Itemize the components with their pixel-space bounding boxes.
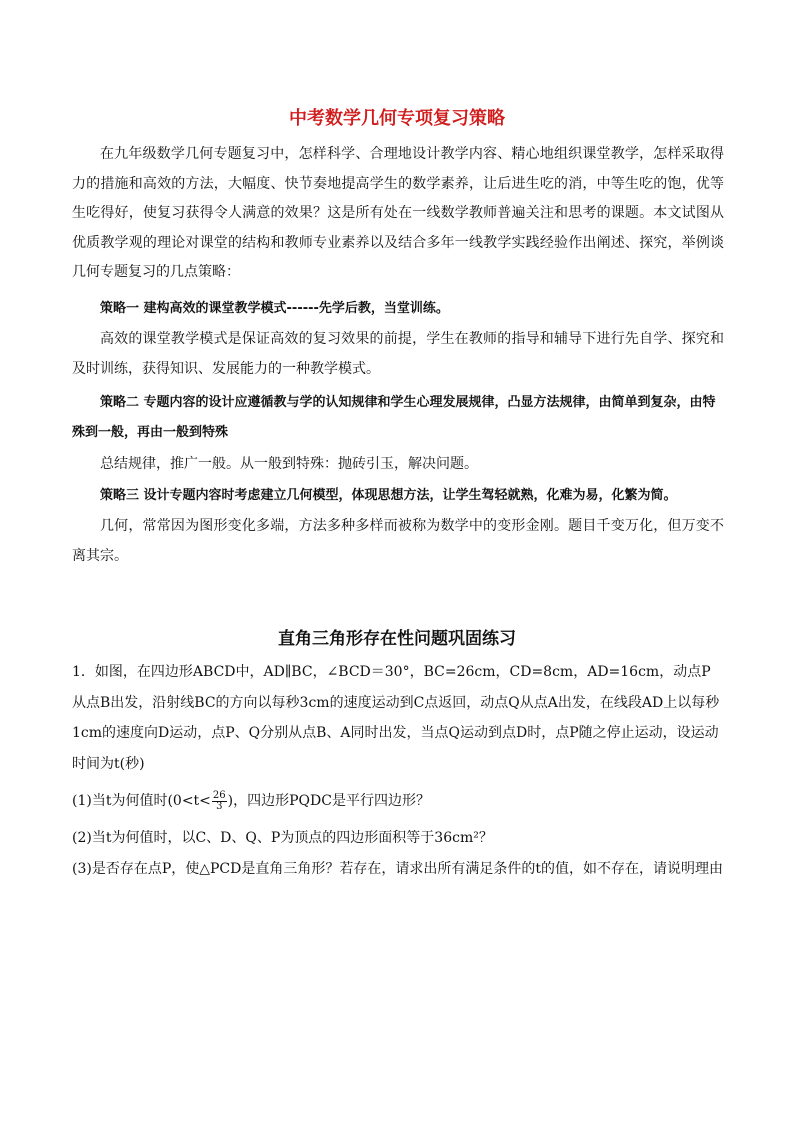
part-1-prefix: (1)当t为何值时(0<t<: [72, 793, 211, 809]
question-1-part-1: [72, 786, 724, 817]
document-title: 中考数学几何专项复习策略: [289, 108, 505, 129]
practice-title: 直角三角形存在性问题巩固练习: [278, 629, 516, 649]
question-1-part-2: (2)当t为何值时，以C、D、Q、P为顶点的四边形面积等于36cm²？: [72, 830, 493, 846]
strategy-1-heading: 策略一 建构高效的课堂教学模式------先学后教，当堂训练。: [100, 301, 449, 316]
question-1-part-3: (3)是否存在点P，使△PCD是直角三角形？若存在，请求出所有满足条件的t的值，如不存在，请说明理由: [72, 861, 723, 877]
strategy-3-heading: 策略三 设计专题内容时考虑建立几何模型，体现思想方法，让学生驾轻就熟，化难为易，化繁为简。: [100, 488, 677, 503]
strategy-2-body: 总结规律，推广一般。从一般到特殊：抛砖引玉，解决问题。: [100, 456, 478, 472]
fraction-denominator: 3: [216, 800, 223, 812]
strategy-1-body: 高效的课堂教学模式是保证高效的复习效果的前提，学生在教师的指导和辅导下进行先自学、探究和及时训练，获得知识、发展能力的一种教学模式。: [72, 331, 724, 377]
intro-paragraph: 在九年级数学几何专题复习中，怎样科学、合理地设计教学内容、精心地组织课堂教学，怎样采取得力的措施和高效的方法，大幅度、快节奏地提高学生的数学素养，让后进生吃的消，中等生吃的饱，优等生吃得好，使复习获得令人满意的效果？这是所有处在一线数学教师普遍关注和思考的课题。本文试图从优质教学观的理论对课堂的结构和教师专业素养以及结合多年一线教学实践经验作出阐述、探究，举例谈几何专题复习的几点策略：: [72, 146, 724, 280]
strategy-3-body: 几何，常常因为图形变化多端，方法多种多样而被称为数学中的变形金刚。题目千变万化，但万变不离其宗。: [72, 518, 724, 564]
strategy-2-heading: 策略二 专题内容的设计应遵循教与学的认知规律和学生心理发展规律，凸显方法规律，由简单到复杂，由特殊到一般，再由一般到特殊: [72, 395, 716, 440]
question-1-stem: 1．如图，在四边形ABCD中，AD∥BC，∠BCD＝30°，BC=26cm，CD=8cm，AD=16cm，动点P从点B出发，沿射线BC的方向以每秒3cm的速度运动到C点返回，动点Q从点A出发，在线段AD上以每秒1cm的速度向D运动，点P、Q分别从点B、A同时出发，当点Q运动到点D时，点P随之停止运动，设运动时间为t(秒): [72, 664, 720, 772]
fraction: [212, 791, 227, 812]
fraction-numerator: 26: [212, 789, 226, 801]
part-1-suffix: )，四边形PQDC是平行四边形？: [227, 793, 430, 809]
